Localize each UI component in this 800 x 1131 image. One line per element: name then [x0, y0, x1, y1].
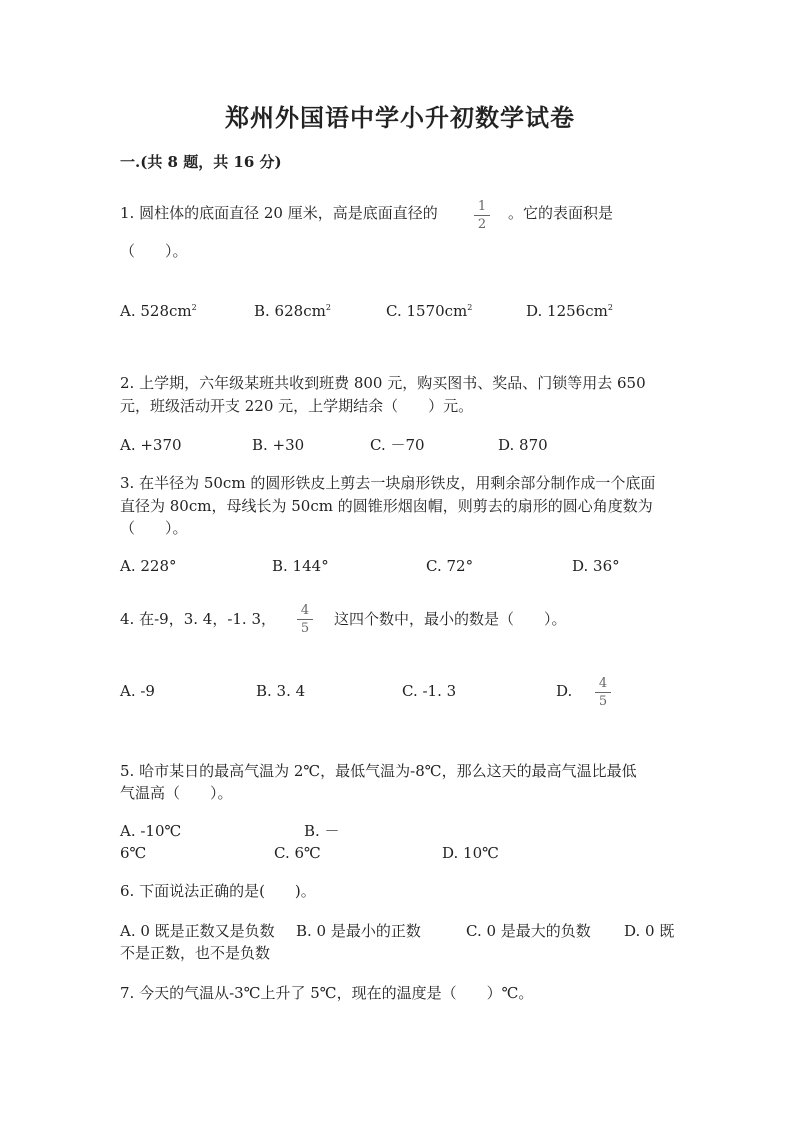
q6-option-a: A. 0 既是正数又是负数 — [120, 922, 275, 940]
q5-line-2: 气温高（ ）。 — [120, 784, 233, 802]
q2-option-a: A. +370 — [120, 436, 182, 454]
q3-line-3: （ ）。 — [120, 519, 188, 537]
q3-line-1: 3. 在半径为 50cm 的圆形铁皮上剪去一块扇形铁皮，用剩余部分制作成一个底面 — [120, 474, 656, 492]
q1-option-b: B. $628cm^2$ — [254, 302, 331, 320]
q1-option-d: D. $1256cm^2$ — [526, 302, 613, 320]
q3-option-d: D. 36° — [572, 557, 620, 575]
q4-text: 4. 在-9，3. 4，-1. 3， — [120, 610, 277, 628]
q2-option-c: C. －70 — [370, 436, 425, 454]
q4-option-b: B. 3. 4 — [256, 682, 306, 700]
q7-line-1: 7. 今天的气温从-3℃上升了 5℃，现在的温度是（ ）℃。 — [120, 984, 534, 1002]
q4-option-d: D. — [556, 682, 573, 700]
q3-line-2: 直径为 80cm，母线长为 50cm 的圆锥形烟囱帽，则剪去的扇形的圆心角度数为 — [120, 497, 653, 515]
q3-option-a: A. 228° — [120, 557, 177, 575]
q1-frac-denominator: 2 — [477, 217, 487, 232]
q1-option-c: C. $1570cm^2$ — [386, 302, 473, 320]
q1-text-after: 。它的表面积是 — [508, 204, 614, 222]
q4-fraction — [297, 604, 313, 636]
q5-option-b-cont: 6℃ — [120, 844, 147, 862]
q5-line-1: 5. 哈市某日的最高气温为 2℃，最低气温为-8℃，那么这天的最高气温比最低 — [120, 762, 637, 780]
q1-fraction — [474, 200, 490, 232]
q4-frac-numerator: 4 — [300, 603, 310, 618]
q3-option-c: C. 72° — [426, 557, 474, 575]
q1-blank: （ ）。 — [120, 242, 188, 260]
q4-frac-denominator: 5 — [300, 621, 310, 636]
page-title: 郑州外国语中学小升初数学试卷 — [225, 103, 575, 132]
q6-option-c: C. 0 是最大的负数 — [466, 922, 591, 940]
q4-option-a: A. -9 — [120, 682, 155, 700]
q5-option-a: A. -10℃ — [120, 822, 182, 840]
q4-option-c: C. -1. 3 — [402, 682, 457, 700]
q6-option-b: B. 0 是最小的正数 — [296, 922, 421, 940]
q3-option-b: B. 144° — [272, 557, 329, 575]
q2-line-1: 2. 上学期，六年级某班共收到班费 800 元，购买图书、奖品、门锁等用去 650 — [120, 374, 646, 392]
q1-frac-numerator: 1 — [477, 199, 487, 214]
section-heading: 一.(共 8 题，共 16 分) — [120, 153, 282, 171]
q6-line-1: 6. 下面说法正确的是( )。 — [120, 882, 316, 900]
q2-option-d: D. 870 — [498, 436, 548, 454]
q2-line-2: 元，班级活动开支 220 元，上学期结余（ ）元。 — [120, 397, 474, 415]
q2-option-b: B. +30 — [252, 436, 305, 454]
q4-option-d-fraction: 4 5 — [595, 677, 611, 709]
q5-option-d: D. 10℃ — [442, 844, 499, 862]
q4-text-after: 这四个数中，最小的数是（ ）。 — [334, 610, 567, 628]
q6-option-d-cont: 不是正数，也不是负数 — [120, 944, 271, 962]
q1-option-a: A. $528cm^2$ — [120, 302, 197, 320]
q5-option-b: B. － — [304, 822, 340, 840]
q6-option-d: D. 0 既 — [624, 922, 675, 940]
q5-option-c: C. 6℃ — [274, 844, 321, 862]
q1-text: 1. 圆柱体的底面直径 20 厘米，高是底面直径的 — [120, 204, 438, 222]
